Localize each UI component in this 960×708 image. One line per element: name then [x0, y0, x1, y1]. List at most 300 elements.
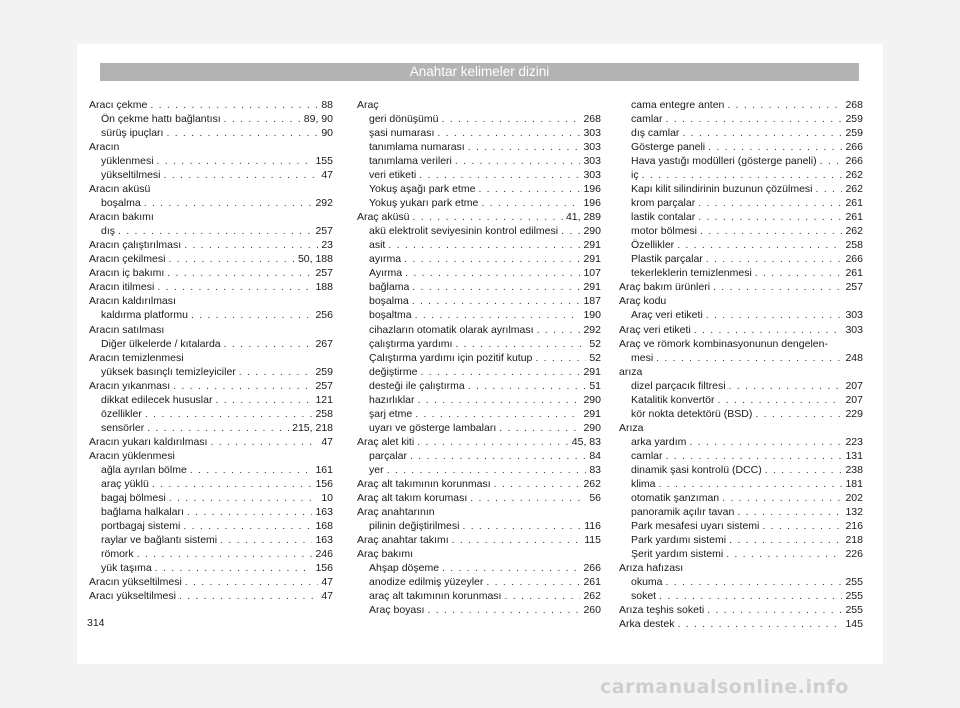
index-page-ref: 226 [845, 548, 863, 560]
index-term: sürüş ipuçları [101, 127, 164, 140]
dot-leader [147, 421, 289, 435]
index-page-ref: 291 [583, 239, 601, 252]
index-term: değiştirme [369, 365, 418, 378]
index-term: Araç alet kiti [357, 435, 415, 448]
index-page-ref: 83 [589, 463, 601, 476]
index-page-ref: 303 [583, 155, 601, 168]
dot-leader [150, 98, 318, 112]
index-term: hazırlıklar [369, 393, 415, 406]
index-page-ref: 23 [321, 239, 333, 252]
dot-leader [722, 491, 842, 505]
index-term: sensörler [101, 421, 145, 434]
dot-leader [169, 491, 319, 505]
index-entry [89, 126, 333, 140]
index-page-ref: 303 [583, 169, 601, 182]
index-entry [89, 477, 333, 491]
index-term: araç yüklü [101, 477, 149, 490]
index-term: Aracı çekme [89, 99, 148, 111]
index-page-ref: 261 [845, 211, 863, 224]
index-term: boşaltma [369, 309, 412, 322]
index-page-ref: 291 [583, 365, 601, 378]
index-term: klima [631, 477, 656, 490]
index-entry [619, 449, 863, 463]
dot-leader [698, 210, 842, 224]
index-term: Aracın satılması [89, 323, 165, 336]
index-page-ref: 168 [315, 519, 333, 532]
dot-leader [666, 575, 843, 589]
index-entry [619, 379, 863, 393]
index-entry [89, 98, 333, 112]
index-entry [357, 519, 601, 533]
index-term: Katalitik konvertör [631, 393, 715, 406]
index-term: Ayırma [369, 267, 403, 280]
index-entry [89, 365, 333, 379]
index-page-ref: 290 [583, 225, 601, 238]
index-term: ayırma [369, 253, 402, 266]
index-term: soket [631, 590, 657, 603]
index-entry [357, 140, 601, 154]
dot-leader [415, 308, 581, 322]
index-entry [89, 561, 333, 575]
dot-leader [157, 154, 313, 168]
index-page-ref: 116 [584, 519, 601, 532]
index-entry [619, 533, 863, 547]
dot-leader [713, 280, 842, 294]
index-page-ref: 258 [845, 239, 863, 252]
index-page-ref: 163 [315, 533, 333, 546]
index-page-ref: 261 [845, 267, 863, 280]
index-entry [89, 519, 333, 533]
index-term: motor bölmesi [631, 225, 697, 238]
index-page-ref: 259 [315, 365, 333, 378]
index-entry [357, 393, 601, 407]
index-term: Araç alt takımının korunması [357, 477, 491, 490]
index-entry [357, 168, 601, 182]
index-entry [619, 491, 863, 505]
index-entry [89, 224, 333, 238]
index-page-ref: 257 [845, 281, 863, 294]
dot-leader [166, 126, 318, 140]
index-entry [89, 323, 333, 337]
index-page-ref: 262 [845, 225, 863, 238]
index-term: bağlama [369, 281, 410, 294]
index-page-ref: 266 [845, 155, 863, 168]
index-term: Aracın iç bakımı [89, 267, 165, 280]
index-term: veri etiketi [369, 169, 417, 182]
index-page-ref: 84 [589, 449, 601, 462]
index-term: Aracın yükseltilmesi [89, 576, 182, 589]
index-term: tanımlama numarası [369, 141, 465, 154]
dot-leader [220, 533, 312, 547]
index-page-ref: 257 [315, 267, 333, 280]
index-entry [89, 575, 333, 589]
index-page-ref: 255 [845, 604, 863, 617]
index-term: cama entegre anten [631, 99, 725, 111]
index-term: Çalıştırma yardımı için pozitif kutup [369, 351, 533, 364]
index-page-ref: 262 [845, 183, 863, 196]
dot-leader [387, 463, 587, 477]
index-entry [619, 140, 863, 154]
index-page-ref: 45, 83 [571, 435, 601, 448]
index-page-ref: 303 [845, 309, 863, 322]
index-term: cihazların otomatik olarak ayrılması [369, 323, 534, 336]
dot-leader [405, 266, 580, 280]
index-entry [619, 337, 863, 351]
dot-leader [816, 182, 843, 196]
index-term: Özellikler [631, 239, 675, 252]
index-entry [619, 421, 863, 435]
dot-leader [727, 98, 842, 112]
index-entry [619, 589, 863, 603]
index-page-ref: 292 [583, 323, 601, 336]
dot-leader [470, 491, 586, 505]
dot-leader [455, 154, 581, 168]
index-page-ref: 303 [583, 141, 601, 154]
dot-leader [412, 280, 580, 294]
index-page-ref: 266 [845, 141, 863, 154]
index-page-ref: 202 [845, 491, 863, 504]
dot-leader [157, 280, 312, 294]
index-page-ref: 262 [845, 169, 863, 182]
dot-leader [468, 140, 581, 154]
dot-leader [726, 547, 842, 561]
index-page-ref: 257 [315, 225, 333, 238]
index-term: Aracın bakımı [89, 211, 154, 224]
index-entry [357, 238, 601, 252]
index-entry [89, 449, 333, 463]
index-page-ref: 291 [583, 407, 601, 420]
dot-leader [155, 561, 313, 575]
index-entry [357, 280, 601, 294]
index-page-ref: 290 [583, 393, 601, 406]
index-entry [619, 112, 863, 126]
index-term: Aracın kaldırılması [89, 295, 176, 308]
dot-leader [700, 224, 843, 238]
index-page-ref: 207 [845, 379, 863, 392]
index-entry [357, 224, 601, 238]
dot-leader [183, 519, 312, 533]
index-entry [619, 294, 863, 308]
index-page-ref: 161 [315, 463, 333, 476]
index-entry [89, 351, 333, 365]
index-page-ref: 215, 218 [292, 421, 333, 434]
index-term: tekerleklerin temizlenmesi [631, 267, 752, 280]
index-entry [89, 252, 333, 266]
dot-leader [666, 449, 843, 463]
index-page-ref: 47 [321, 576, 333, 589]
dot-leader [418, 393, 581, 407]
index-term: dikkat edilecek hususlar [101, 393, 213, 406]
index-term: bağlama halkaları [101, 505, 184, 518]
index-entry [357, 407, 601, 421]
index-page-ref: 261 [583, 576, 601, 589]
dot-leader [420, 365, 580, 379]
index-term: Yokuş aşağı park etme [369, 183, 476, 196]
index-term: Şerit yardım sistemi [631, 548, 724, 560]
dot-leader [677, 238, 842, 252]
index-entry [89, 112, 333, 126]
index-page-ref: 218 [845, 533, 863, 546]
dot-leader [137, 547, 313, 561]
index-page-ref: 156 [315, 477, 333, 490]
dot-leader [717, 393, 842, 407]
dot-leader [706, 308, 843, 322]
dot-leader [659, 477, 843, 491]
index-entry [619, 351, 863, 365]
index-entry [619, 617, 863, 631]
index-entry [89, 238, 333, 252]
index-page-ref: 266 [583, 562, 601, 575]
dot-leader [437, 126, 580, 140]
index-entry [357, 154, 601, 168]
index-entry [357, 323, 601, 337]
index-term: Kapı kilit silindirinin buzunun çözülmesi [631, 183, 813, 196]
index-page-ref: 51 [589, 379, 601, 392]
index-term: dizel parçacık filtresi [631, 379, 726, 392]
dot-leader [145, 407, 313, 421]
index-term: dış camlar [631, 127, 680, 140]
index-entry [89, 547, 333, 561]
index-entry [619, 98, 863, 112]
index-entry [89, 182, 333, 196]
dot-leader [224, 337, 313, 351]
index-entry [89, 196, 333, 210]
index-term: yüklenmesi [101, 155, 154, 168]
index-entry [619, 308, 863, 322]
index-term: Araç ve römork kombinasyonunun dengelen- [619, 337, 828, 350]
index-entry [619, 561, 863, 575]
index-page-ref: 56 [589, 491, 601, 504]
index-entry [357, 449, 601, 463]
index-term: camlar [631, 449, 663, 462]
dot-leader [708, 140, 842, 154]
index-entry [89, 505, 333, 519]
index-term: yer [369, 463, 384, 476]
index-term: portbagaj sistemi [101, 519, 181, 532]
index-term: Aracın yüklenmesi [89, 449, 175, 462]
index-page-ref: 229 [845, 407, 863, 420]
index-page-ref: 216 [845, 519, 863, 532]
dot-leader [239, 365, 313, 379]
index-entry [89, 337, 333, 351]
index-entry [619, 280, 863, 294]
dot-leader [706, 252, 843, 266]
index-term: Aracın yıkanması [89, 379, 171, 392]
index-entry [357, 491, 601, 505]
index-term: Gösterge paneli [631, 141, 706, 154]
index-page-ref: 261 [845, 197, 863, 210]
index-term: Ahşap döşeme [369, 562, 440, 575]
index-term: lastik contalar [631, 211, 696, 224]
index-page-ref: 89, 90 [303, 113, 333, 126]
dot-leader [755, 407, 842, 421]
dot-leader [173, 379, 312, 393]
index-page-ref: 196 [583, 183, 601, 196]
dot-leader [419, 168, 580, 182]
dot-leader [413, 210, 563, 224]
index-term: yükseltilmesi [101, 169, 161, 182]
index-page-ref: 163 [315, 505, 333, 518]
index-page-ref: 47 [321, 169, 333, 182]
dot-leader [442, 561, 580, 575]
dot-leader [561, 224, 580, 238]
index-page-ref: 10 [321, 491, 333, 504]
index-term: anodize edilmiş yüzeyler [369, 576, 484, 589]
index-entry [357, 603, 601, 617]
index-term: yük taşıma [101, 562, 152, 575]
index-column-3 [619, 98, 863, 631]
index-term: özellikler [101, 407, 142, 420]
dot-leader [404, 252, 580, 266]
index-page-ref: 196 [583, 197, 601, 210]
index-term: Araç boyası [369, 604, 425, 617]
index-term: parçalar [369, 449, 407, 462]
index-entry [619, 252, 863, 266]
index-term: pilinin değiştirilmesi [369, 519, 460, 532]
index-term: Aracı yükseltilmesi [89, 590, 176, 603]
index-entry [89, 407, 333, 421]
index-page-ref: 259 [845, 113, 863, 126]
index-term: kör nokta detektörü (BSD) [631, 407, 753, 420]
index-term: geri dönüşümü [369, 113, 439, 126]
index-page-ref: 291 [583, 253, 601, 266]
dot-leader [179, 589, 318, 603]
index-entry [619, 126, 863, 140]
dot-leader [820, 154, 843, 168]
dot-leader [415, 407, 580, 421]
index-entry [619, 154, 863, 168]
index-page-ref: 47 [321, 435, 333, 448]
dot-leader [452, 533, 582, 547]
index-page-ref: 262 [583, 590, 601, 603]
dot-leader [144, 196, 313, 210]
dot-leader [494, 477, 581, 491]
index-entry [357, 463, 601, 477]
index-page-ref: 258 [315, 407, 333, 420]
index-entry [357, 547, 601, 561]
index-entry [357, 196, 601, 210]
index-page-ref: 90 [321, 127, 333, 140]
dot-leader [656, 351, 842, 365]
index-page-ref: 292 [315, 197, 333, 210]
dot-leader [118, 224, 312, 238]
index-term: Hava yastığı modülleri (gösterge paneli) [631, 155, 817, 168]
index-term: Araç veri etiketi [631, 309, 703, 322]
index-entry [619, 519, 863, 533]
index-entry [357, 210, 601, 224]
index-term: araç alt takımının korunması [369, 590, 502, 603]
index-entry [357, 435, 601, 449]
index-term: Aracın çekilmesi [89, 253, 166, 266]
index-page-ref: 266 [845, 253, 863, 266]
index-term: Aracın aküsü [89, 183, 151, 196]
index-page-ref: 290 [583, 421, 601, 434]
index-term: Yokuş yukarı park etme [369, 197, 479, 210]
index-term: Araç bakımı [357, 548, 414, 560]
dot-leader [152, 477, 313, 491]
index-page-ref: 107 [583, 267, 601, 280]
index-page-ref: 188 [315, 281, 333, 294]
index-term: Ön çekme hattı bağlantısı [101, 113, 221, 126]
dot-leader [707, 603, 842, 617]
index-entry [619, 168, 863, 182]
index-term: Arıza teşhis soketi [619, 604, 705, 617]
index-page-ref: 52 [589, 337, 601, 350]
dot-leader [455, 337, 586, 351]
index-term: Plastik parçalar [631, 253, 703, 266]
index-entry [89, 491, 333, 505]
index-entry [619, 224, 863, 238]
index-page-ref: 181 [845, 477, 863, 490]
index-entry [357, 351, 601, 365]
dot-leader [729, 533, 842, 547]
dot-leader [164, 168, 319, 182]
dot-leader [755, 266, 843, 280]
index-entry [619, 603, 863, 617]
index-term: boşalma [101, 197, 141, 210]
index-term: Araç alt takım koruması [357, 491, 468, 504]
index-entry [357, 421, 601, 435]
index-entry [619, 365, 863, 379]
index-page-ref: 156 [315, 562, 333, 575]
index-term: Arka destek [619, 618, 675, 631]
index-entry [357, 575, 601, 589]
index-entry [89, 154, 333, 168]
index-entry [89, 589, 333, 603]
index-term: arıza [619, 365, 643, 378]
index-entry [357, 533, 601, 547]
index-page-ref: 41, 289 [565, 211, 601, 224]
dot-leader [535, 351, 586, 365]
watermark: carmanualsonline.info [600, 676, 849, 698]
index-entry [89, 463, 333, 477]
index-entry [89, 533, 333, 547]
index-term: mesi [631, 351, 654, 364]
index-entry [619, 407, 863, 421]
dot-leader [682, 126, 842, 140]
index-entry [357, 126, 601, 140]
dot-leader [412, 294, 581, 308]
index-entry [357, 561, 601, 575]
dot-leader [486, 575, 580, 589]
index-column-1 [89, 98, 333, 603]
index-page-ref: 145 [845, 618, 863, 631]
index-term: Aracın çalıştırılması [89, 239, 182, 252]
dot-leader [191, 308, 313, 322]
index-entry [357, 505, 601, 519]
index-entry [89, 280, 333, 294]
index-entry [619, 547, 863, 561]
index-term: çalıştırma yardımı [369, 337, 453, 350]
index-page-ref: 115 [584, 533, 601, 546]
dot-leader [677, 617, 842, 631]
index-entry [619, 435, 863, 449]
index-term: asit [369, 239, 386, 252]
dot-leader [468, 379, 587, 393]
index-entry [89, 379, 333, 393]
index-term: Arıza [619, 421, 644, 434]
index-term: kaldırma platformu [101, 309, 188, 322]
index-term: Park mesafesi uyarı sistemi [631, 519, 760, 532]
index-term: Araç anahtarının [357, 505, 435, 518]
index-entry [357, 182, 601, 196]
index-page-ref: 267 [315, 337, 333, 350]
dot-leader [737, 505, 842, 519]
dot-leader [729, 379, 843, 393]
index-term: römork [101, 548, 134, 560]
index-term: Araç bakım ürünleri [619, 281, 711, 294]
index-term: boşalma [369, 295, 409, 308]
